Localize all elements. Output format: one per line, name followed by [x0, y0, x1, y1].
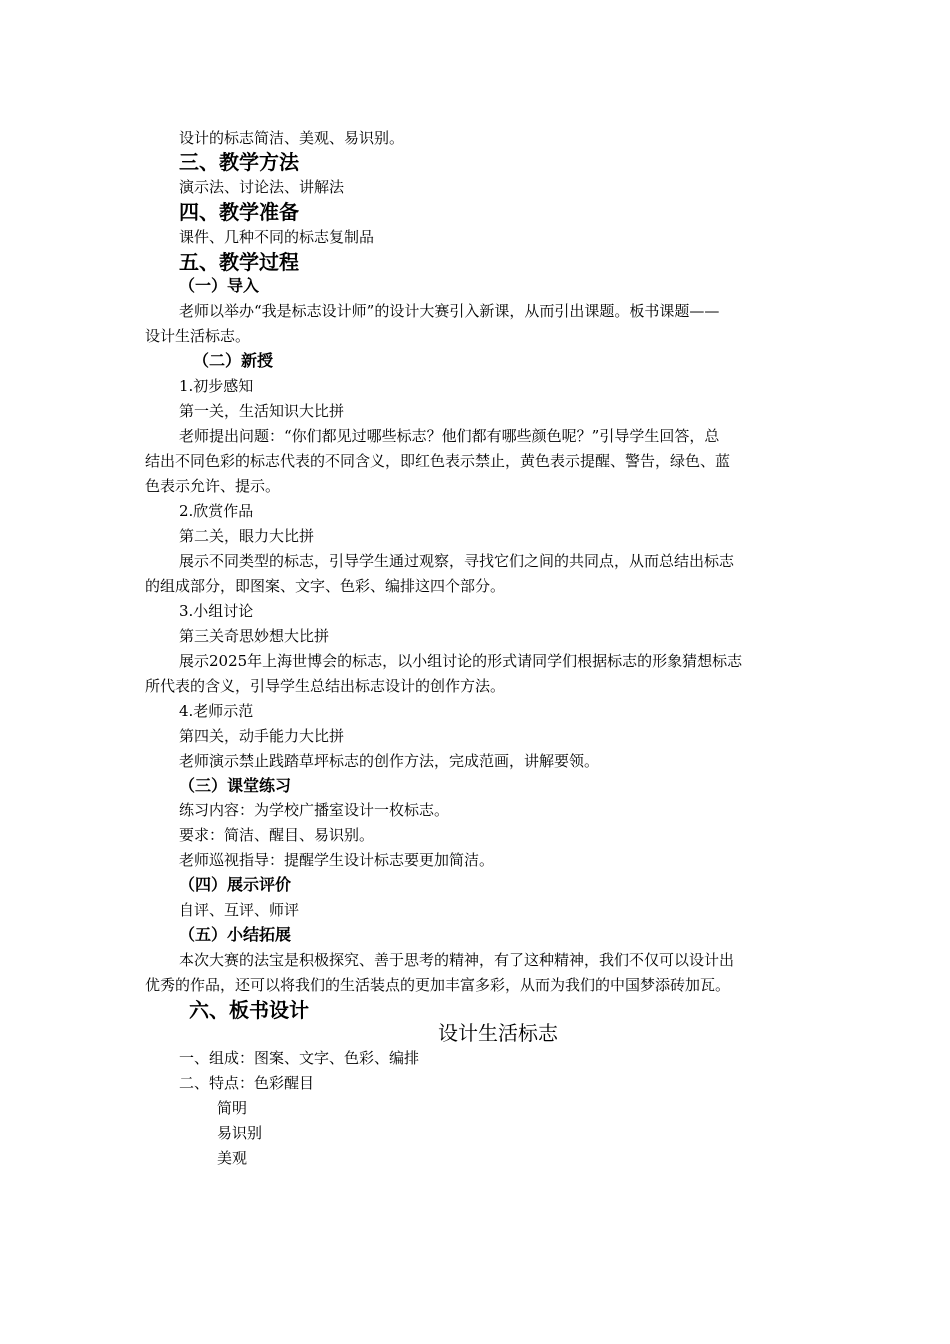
subheading-practice: （三）课堂练习: [179, 776, 292, 795]
board-title: 设计生活标志: [438, 1021, 558, 1045]
paragraph-line: 老师以举办“我是标志设计师”的设计大赛引入新课，从而引出课题。板书课题——: [179, 302, 720, 320]
paragraph-line: 第四关，动手能力大比拼: [179, 727, 345, 745]
paragraph-line: 演示法、讨论法、讲解法: [179, 178, 345, 196]
paragraph-line: 老师巡视指导：提醒学生设计标志要更加简洁。: [179, 851, 495, 869]
section-heading-methods: 三、教学方法: [179, 150, 299, 174]
board-line: 一、组成：图案、文字、色彩、编排: [179, 1049, 420, 1067]
paragraph-line: 自评、互评、师评: [179, 901, 300, 919]
paragraph-line: 第三关奇思妙想大比拼: [179, 627, 330, 645]
paragraph-line: 老师提出问题：“你们都见过哪些标志？他们都有哪些颜色呢？”引导学生回答，总: [179, 427, 720, 445]
subheading-new-lesson: （二）新授: [193, 351, 274, 370]
list-item: 4.老师示范: [179, 702, 254, 720]
paragraph-line: 色表示允许、提示。: [145, 477, 281, 495]
board-trait: 易识别: [217, 1124, 263, 1142]
subheading-summary: （五）小结拓展: [179, 925, 292, 944]
paragraph-line: 所代表的含义，引导学生总结出标志设计的创作方法。: [145, 677, 506, 695]
paragraph-line: 展示不同类型的标志，引导学生通过观察，寻找它们之间的共同点，从而总结出标志: [179, 552, 735, 570]
board-line: 二、特点：色彩醒目: [179, 1074, 315, 1092]
paragraph-line: 要求：简洁、醒目、易识别。: [179, 826, 375, 844]
paragraph-line: 结出不同色彩的标志代表的不同含义，即红色表示禁止，黄色表示提醒、警告，绿色、蓝: [145, 452, 731, 470]
paragraph-line: 设计的标志简洁、美观、易识别。: [179, 129, 405, 147]
list-item: 1.初步感知: [179, 377, 254, 395]
paragraph-line: 设计生活标志。: [145, 327, 251, 345]
section-heading-process: 五、教学过程: [179, 250, 299, 274]
board-trait: 简明: [217, 1099, 248, 1117]
subheading-evaluation: （四）展示评价: [179, 875, 292, 894]
board-trait: 美观: [217, 1149, 248, 1167]
paragraph-line: 老师演示禁止践踏草坪标志的创作方法，完成范画，讲解要领。: [179, 752, 600, 770]
paragraph-line: 课件、几种不同的标志复制品: [179, 228, 375, 246]
paragraph-line: 本次大赛的法宝是积极探究、善于思考的精神，有了这种精神，我们不仅可以设计出: [179, 951, 735, 969]
section-heading-board: 六、板书设计: [189, 998, 309, 1022]
list-item: 3.小组讨论: [179, 602, 254, 620]
paragraph-line: 优秀的作品，还可以将我们的生活装点的更加丰富多彩，从而为我们的中国梦添砖加瓦。: [145, 976, 731, 994]
paragraph-line: 的组成部分，即图案、文字、色彩、编排这四个部分。: [145, 577, 506, 595]
paragraph-line: 展示2025年上海世博会的标志，以小组讨论的形式请同学们根据标志的形象猜想标志: [179, 652, 743, 670]
subheading-intro: （一）导入: [179, 276, 260, 295]
paragraph-line: 练习内容：为学校广播室设计一枚标志。: [179, 801, 450, 819]
paragraph-line: 第一关，生活知识大比拼: [179, 402, 345, 420]
paragraph-line: 第二关，眼力大比拼: [179, 527, 315, 545]
section-heading-preparation: 四、教学准备: [179, 200, 299, 224]
list-item: 2.欣赏作品: [179, 502, 254, 520]
